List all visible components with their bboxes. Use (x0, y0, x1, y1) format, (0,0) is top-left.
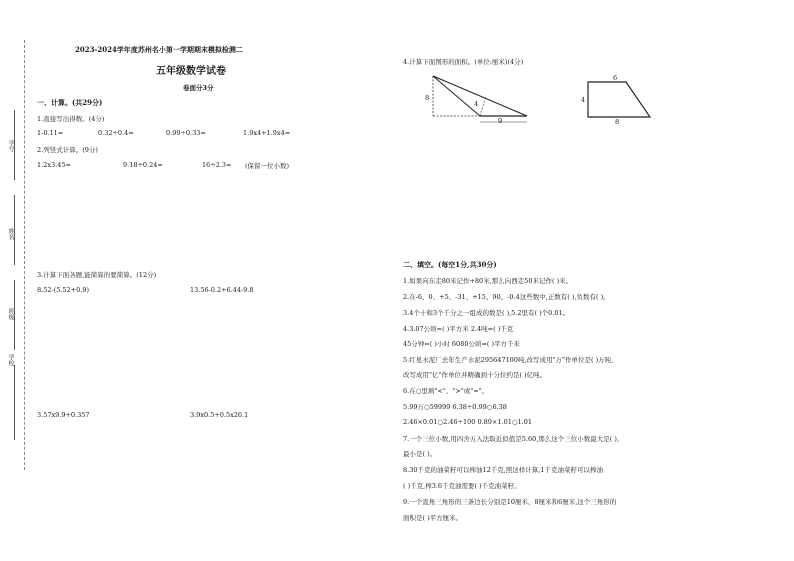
fill-line-15: 9.一个直角三角形的三条边长分别是10厘米、8厘米和6厘米,这个三角形的 (403, 498, 617, 506)
q1-item-2: 0.32÷0.4= (98, 129, 134, 137)
q3-label: 3.计算下面各题,能简算的要简算。(12分) (37, 271, 157, 279)
fill-line-2: 2.在-6、0、+5、-31、+15、90、-0.4这些数中,正数有( ),负数有( )。 (403, 293, 610, 301)
section1-heading: 一、计算。(共29分) (37, 98, 103, 107)
q3-item-4: 3.9x0.5+0.5x26.1 (190, 411, 249, 419)
fill-line-1: 1.如果向东走80米记作+80米,那么向西走50米记作( )米。 (403, 277, 573, 285)
q1-item-3: 0.99÷0.33= (166, 129, 206, 137)
section2-heading: 二、填空。(每空1分,共30分) (403, 260, 497, 269)
student-id-label: 学号 (7, 140, 14, 152)
fill-line-3: 3.4个十和3个千分之一组成的数是( ),5.2里有( )个0.01。 (403, 309, 570, 317)
q3-item-3: 3.57x9.9+0.357 (37, 411, 90, 419)
fill-line-13: 8.30千克的油菜籽可以榨油12千克,照这样计算,1千克油菜籽可以榨油 (403, 466, 604, 474)
fill-line-8: 6.在○里填"<"、">"或"="。 (403, 387, 489, 395)
trapezoid-top-label: 6 (613, 74, 618, 82)
fill-line-5: 45分钟=( )小时 6080公顷=( )平方千米 (403, 340, 521, 348)
binding-strip (0, 0, 30, 561)
fill-line-7: 改写成用"亿"作单位并精确到十分位约是( )亿吨。 (403, 371, 547, 379)
q2-label: 2.列竖式计算。(9分) (37, 146, 98, 154)
q3-item-2: 13.56-0.2+6.44-9.8 (190, 286, 254, 294)
fill-line-12: 最小是( )。 (403, 450, 437, 458)
triangle-figure (420, 72, 540, 132)
fill-line-4: 4.3.07公顷=( )平方米 2.4吨=( )千克 (403, 325, 514, 333)
class-label: 班级 (7, 308, 14, 320)
q1-item-1: 1-0.11= (37, 129, 64, 137)
fill-line-6: 5.红星水泥厂去年生产水泥295647100吨,改写成用"万"作单位是( )万吨, (403, 356, 614, 364)
trapezoid-figure (578, 72, 658, 128)
name-label: 姓名 (7, 228, 14, 240)
q2-item-1: 1.2x3.45= (37, 161, 71, 169)
fill-line-10: 2.46×0.01○2.46÷100 0.89×1.01○1.01 (403, 418, 532, 426)
triangle-slant-label: 4 (474, 100, 479, 108)
trapezoid-bottom-label: 8 (615, 118, 620, 126)
q2-item-3: 16÷2.3≈ (202, 161, 232, 169)
q1-item-4: 1.9x4+1.9x4= (243, 129, 291, 137)
exam-subject: 五年级数学试卷 (156, 66, 226, 77)
school-blank (14, 365, 15, 440)
triangle-height-label: 8 (425, 94, 430, 102)
fill-line-16: 面积是( )平方厘米。 (403, 514, 463, 522)
fill-line-9: 5.99万○59999 6.38÷0.99○6.38 (403, 403, 507, 411)
exam-note: 卷面分3分 (183, 84, 214, 92)
q1-label: 1.直接写出得数。(4分) (37, 115, 105, 123)
q4-label: 4.计算下面图形的面积。(单位:厘米)(4分) (403, 58, 524, 66)
triangle-base-label: 9 (498, 117, 503, 125)
trapezoid-height-label: 4 (581, 96, 586, 104)
q3-item-1: 8.52-(5.52+0.9) (37, 286, 89, 294)
exam-title: 2023-2024学年度苏州名小第一学期期末模拟检测二 (75, 45, 243, 54)
cut-line (24, 40, 25, 470)
q2-item-2: 9.18÷0.24= (123, 161, 163, 169)
fill-line-14: ( )千克,榨3.6千克油需要( )千克油菜籽。 (403, 482, 521, 490)
fill-line-11: 7.一个三位小数,用四舍五入法取近似值是5.60,那么这个三位小数最大是( ), (403, 435, 620, 443)
q2-item-note: (保留一位小数) (245, 162, 290, 170)
school-label: 学校 (7, 354, 14, 366)
